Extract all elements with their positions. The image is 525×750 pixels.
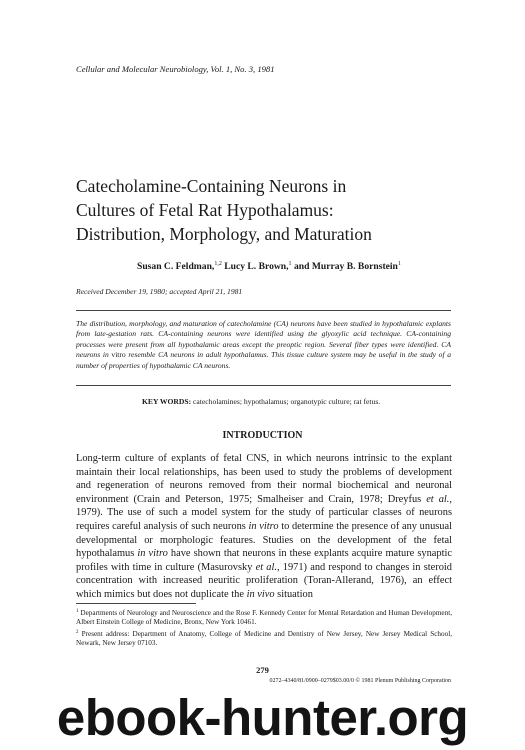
footnote-text: Departments of Neurology and Neuroscience and the Rose F. Kennedy Center for Mental Retardation and Human Development, Albert Einstein College of Medicine, Bronx, New York 10461.	[76, 609, 452, 627]
body-text: , 1979). The use of such a model system for the study of particular classes of neurons requires careful analysis of such neurons	[76, 493, 452, 532]
title-line: Cultures of Fetal Rat Hypothalamus:	[76, 200, 334, 220]
author-affiliation-mark: 1	[288, 261, 292, 267]
abstract-text: resemble CA neurons in adult hypothalamus. This tissue culture system may be useful in the study of a number of properties of hypothalamic CA neurons.	[76, 350, 451, 370]
body-italic: et al.	[255, 561, 277, 573]
title-line: Catecholamine-Containing Neurons in	[76, 176, 347, 196]
footnote-rule	[76, 603, 196, 604]
footnotes	[76, 607, 452, 649]
author-affiliation-mark: 1	[397, 261, 401, 267]
author-name: Susan C. Feldman,	[137, 261, 215, 272]
watermark-logo: ebook-hunter.org	[56, 689, 469, 746]
footnote-mark: 2	[76, 629, 79, 635]
footnote-mark: 1	[76, 609, 79, 614]
article-title	[76, 174, 372, 246]
keywords	[142, 397, 380, 406]
copyright-line: 0272–4340/81/0900–0279$03.00/0 © 1981 Plenum Publishing Corporation	[269, 678, 451, 684]
body-italic: in vivo	[246, 588, 275, 600]
author-list	[137, 261, 401, 272]
body-text: to determine the presence of any unusual developmental or morphologic features. Studies on the development of the fetal hypothalamus	[76, 520, 452, 560]
keywords-label: KEY WORDS:	[142, 397, 192, 406]
received-dates: Received December 19, 1980; accepted April 21, 1981	[76, 287, 243, 296]
author-name: and Murray B. Bornstein	[293, 261, 398, 272]
author-affiliation-mark: 1,2	[214, 261, 222, 267]
abstract-roman-text: vitro	[111, 350, 126, 360]
title-line: Distribution, Morphology, and Maturation	[76, 224, 372, 244]
body-text: have shown that neurons in these explants acquire mature synaptic profiles with time in culture (Masurovsky	[76, 548, 453, 573]
abstract-top-rule	[76, 310, 451, 311]
body-text: , 1971) and respond to changes in steroid concentration with increased neuritic proliferation (Toran-Allerand, 1976), an effect which mimics but does not duplicate the	[76, 561, 452, 600]
body-italic: et al.	[426, 493, 450, 505]
author-name: Lucy L. Brown,	[224, 261, 289, 272]
keywords-text: catecholamines; hypothalamus; organotypic culture; rat fetus.	[191, 397, 381, 406]
body-text: situation	[274, 588, 313, 600]
abstract-text: The distribution, morphology, and maturation of catecholamine (CA) neurons have been studied in hypothalamic explants from late-gestation rats. CA-containing neurons were identified using the glyoxylic acid technique. CA-containing processes were present from all hypothalamic areas except the preoptic region. Several fiber types were identified. CA neurons in	[76, 319, 451, 360]
journal-citation: Cellular and Molecular Neurobiology, Vol. 1, No. 3, 1981	[76, 64, 275, 74]
abstract-bottom-rule	[76, 385, 451, 386]
body-italic: in vitro	[248, 520, 279, 532]
footnote	[76, 628, 452, 649]
page-number: 279	[256, 665, 269, 675]
section-heading: INTRODUCTION	[222, 430, 303, 441]
abstract	[76, 319, 451, 371]
body-paragraph	[76, 452, 452, 602]
footnote	[76, 607, 452, 628]
footnote-text: Present address: Department of Anatomy, College of Medicine and Dentistry of New Jersey, New Jersey Medical School, Newark, New Jersey 07103.	[76, 629, 452, 648]
body-italic: in vitro	[137, 548, 168, 560]
body-text: Long-term culture of explants of fetal CNS, in which neurons intrinsic to the explant maintain their local relationships, has been used to study the problems of development and regeneration of neurons removed from their normal biochemical and neuronal environment (Crain and Peterson, 1975; Smalheiser and Crain, 1978; Dreyfus	[76, 453, 452, 505]
